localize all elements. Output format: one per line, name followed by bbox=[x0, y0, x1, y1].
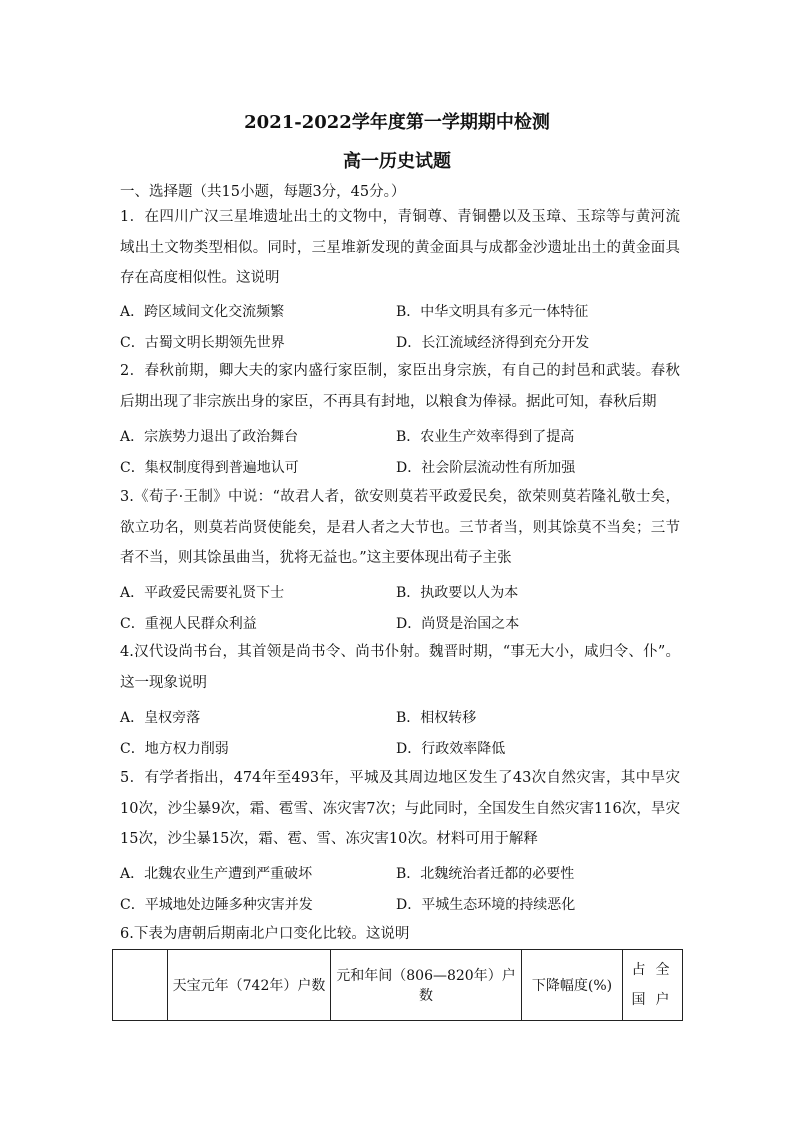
question-1-stem: 1．在四川广汉三星堆遗址出土的文物中，青铜尊、青铜罍以及玉璋、玉琮等与黄河流域出土文物类型相似。同时，三星堆新发现的黄金面具与成都金沙遗址出土的黄金面具存在高度相似性。这说明 bbox=[120, 209, 680, 286]
exam-title: 2021-2022学年度第一学期期中检测 bbox=[244, 112, 550, 133]
question-3-option-c: C．重视人民群众利益 bbox=[120, 616, 257, 632]
question-4-option-a: A．皇权旁落 bbox=[120, 710, 201, 726]
question-4-option-b: B．相权转移 bbox=[396, 710, 477, 726]
question-5-option-a: A．北魏农业生产遭到严重破坏 bbox=[120, 866, 313, 882]
question-2-option-a: A．宗族势力退出了政治舞台 bbox=[120, 429, 299, 445]
table-header-cell: 天宝元年（742年）户数 bbox=[168, 950, 331, 1021]
question-3-stem: 3.《荀子·王制》中说：“故君人者，欲安则莫若平政爱民矣，欲荣则莫若隆礼敬士矣，欲立功名，则莫若尚贤使能矣，是君人者之大节也。三节者当，则其馀莫不当矣；三节者不当，则其馀虽曲当，犹将无益也。”这主要体现出荀子主张 bbox=[120, 489, 680, 566]
question-2-option-c: C．集权制度得到普遍地认可 bbox=[120, 460, 299, 476]
question-3-option-a: A．平政爱民需要礼贤下士 bbox=[120, 585, 285, 601]
question-4-option-c: C．地方权力削弱 bbox=[120, 741, 229, 757]
question-2-option-d: D．社会阶层流动性有所加强 bbox=[396, 460, 576, 476]
exam-subtitle: 高一历史试题 bbox=[343, 151, 451, 172]
question-6-stem: 6.下表为唐朝后期南北户口变化比较。这说明 bbox=[120, 926, 410, 942]
section-heading: 一、选择题（共15小题，每题3分，45分。） bbox=[120, 184, 406, 200]
question-1-option-b: B．中华文明具有多元一体特征 bbox=[396, 304, 589, 320]
question-5-option-d: D．平城生态环境的持续恶化 bbox=[396, 897, 576, 913]
table-header-cell bbox=[113, 950, 168, 1021]
table-header-cell: 元和年间（806—820年）户数 bbox=[331, 950, 522, 1021]
question-3-option-b: B．执政要以人为本 bbox=[396, 585, 519, 601]
table-header-cell: 下降幅度(%) bbox=[522, 950, 623, 1021]
question-2-stem: 2．春秋前期，卿大夫的家内盛行家臣制，家臣出身宗族，有自己的封邑和武装。春秋后期出现了非宗族出身的家臣，不再具有封地，以粮食为俸禄。据此可知，春秋后期 bbox=[120, 363, 680, 410]
question-1-option-c: C．古蜀文明长期领先世界 bbox=[120, 335, 285, 351]
question-4-option-d: D．行政效率降低 bbox=[396, 741, 506, 757]
question-3-option-d: D．尚贤是治国之本 bbox=[396, 616, 520, 632]
question-2-option-b: B．农业生产效率得到了提高 bbox=[396, 429, 575, 445]
question-5-option-c: C．平城地处边陲多种灾害并发 bbox=[120, 897, 313, 913]
household-table bbox=[112, 949, 683, 1021]
table-header-row bbox=[113, 950, 683, 1021]
question-1-option-d: D．长江流域经济得到充分开发 bbox=[396, 335, 590, 351]
question-5-option-b: B．北魏统治者迁都的必要性 bbox=[396, 866, 575, 882]
question-1-option-a: A．跨区域间文化交流频繁 bbox=[120, 304, 285, 320]
question-4-stem: 4.汉代设尚书台，其首领是尚书令、尚书仆射。魏晋时期，“事无大小，咸归令、仆”。这一现象说明 bbox=[120, 644, 680, 691]
table-header-cell: 占全国户 bbox=[623, 950, 683, 1021]
question-5-stem: 5．有学者指出，474年至493年，平城及其周边地区发生了43次自然灾害，其中旱灾10次，沙尘暴9次，霜、雹雪、冻灾害7次；与此同时，全国发生自然灾害116次，旱灾15次，沙尘暴15次，霜、雹、雪、冻灾害10次。材料可用于解释 bbox=[120, 770, 680, 847]
